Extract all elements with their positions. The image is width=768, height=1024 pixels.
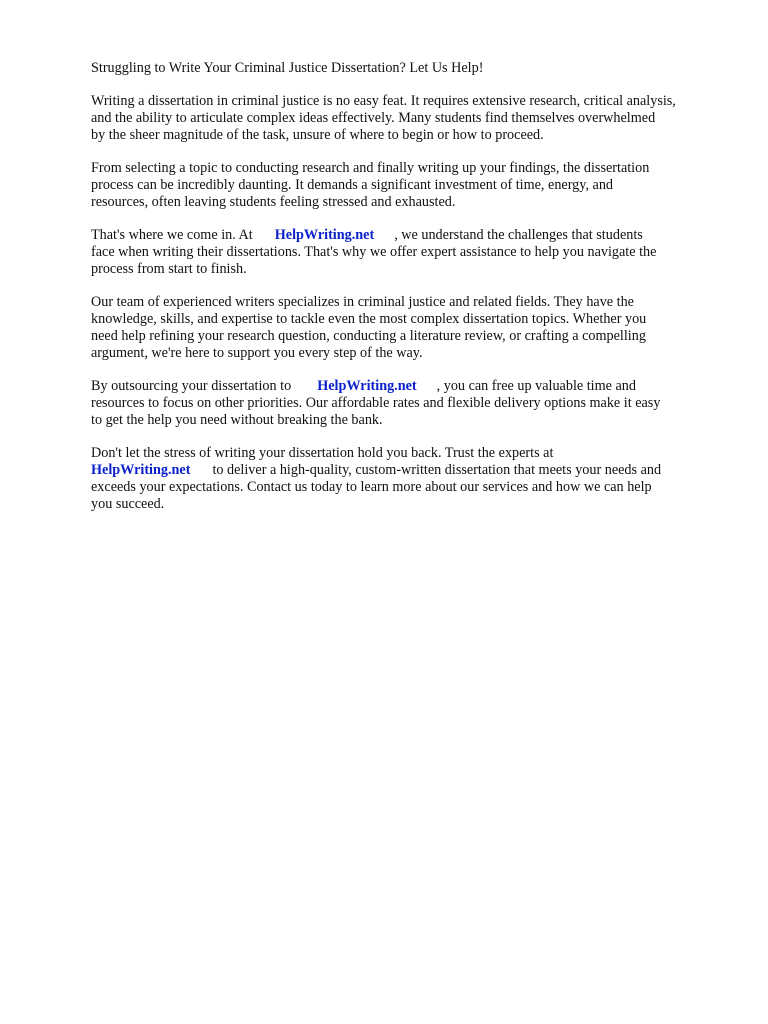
text-line: exceeds your expectations. Contact us today to learn more about our services and how we can help bbox=[91, 479, 652, 495]
text-line bbox=[91, 462, 741, 479]
text-fragment: , you can free up valuable time and bbox=[436, 378, 636, 394]
text-fragment: That's where we come in. At bbox=[91, 227, 253, 243]
paragraph-process bbox=[91, 160, 741, 211]
text-line: process from start to finish. bbox=[91, 261, 247, 277]
text-line: Don't let the stress of writing your dissertation hold you back. Trust the experts at bbox=[91, 445, 554, 461]
text-line bbox=[91, 378, 741, 395]
text-line: resources, often leaving students feeling stressed and exhausted. bbox=[91, 194, 456, 210]
paragraph-team bbox=[91, 294, 741, 362]
text-line bbox=[91, 227, 741, 244]
text-line: resources to focus on other priorities. Our affordable rates and flexible delivery options make it easy bbox=[91, 395, 661, 411]
text-line: you succeed. bbox=[91, 496, 165, 512]
helpwriting-link[interactable]: HelpWriting.net bbox=[274, 227, 375, 243]
text-fragment: By outsourcing your dissertation to bbox=[91, 378, 292, 394]
paragraph-closing bbox=[91, 445, 741, 513]
paragraph-outsourcing bbox=[91, 378, 741, 429]
helpwriting-link[interactable]: HelpWriting.net bbox=[91, 462, 191, 478]
text-line: and the ability to articulate complex ideas effectively. Many students find themselves overwhelmed bbox=[91, 110, 656, 126]
text-line: From selecting a topic to conducting research and finally writing up your findings, the dissertation bbox=[91, 160, 650, 176]
text-line: Writing a dissertation in criminal justice is no easy feat. It requires extensive research, critical analysis, bbox=[91, 93, 676, 109]
document-title bbox=[91, 60, 741, 77]
text-line: face when writing their dissertations. That's why we offer expert assistance to help you navigate the bbox=[91, 244, 657, 260]
text-line: argument, we're here to support you every step of the way. bbox=[91, 345, 423, 361]
text-line: to get the help you need without breaking the bank. bbox=[91, 412, 383, 428]
text-line: knowledge, skills, and expertise to tackle even the most complex dissertation topics. Whether you bbox=[91, 311, 647, 327]
text-line: process can be incredibly daunting. It demands a significant investment of time, energy, and bbox=[91, 177, 614, 193]
text-fragment: to deliver a high-quality, custom-written dissertation that meets your needs and bbox=[212, 462, 662, 478]
text-line: by the sheer magnitude of the task, unsure of where to begin or how to proceed. bbox=[91, 127, 544, 143]
document-page bbox=[91, 60, 741, 529]
text-fragment: , we understand the challenges that students bbox=[394, 227, 643, 243]
title-line: Struggling to Write Your Criminal Justice Dissertation? Let Us Help! bbox=[91, 60, 484, 76]
text-line: Our team of experienced writers specializes in criminal justice and related fields. They have the bbox=[91, 294, 634, 310]
paragraph-intro bbox=[91, 93, 741, 144]
helpwriting-link[interactable]: HelpWriting.net bbox=[317, 378, 417, 394]
paragraph-where-we-come-in bbox=[91, 227, 741, 278]
text-line: need help refining your research question, conducting a literature review, or crafting a compelling bbox=[91, 328, 646, 344]
